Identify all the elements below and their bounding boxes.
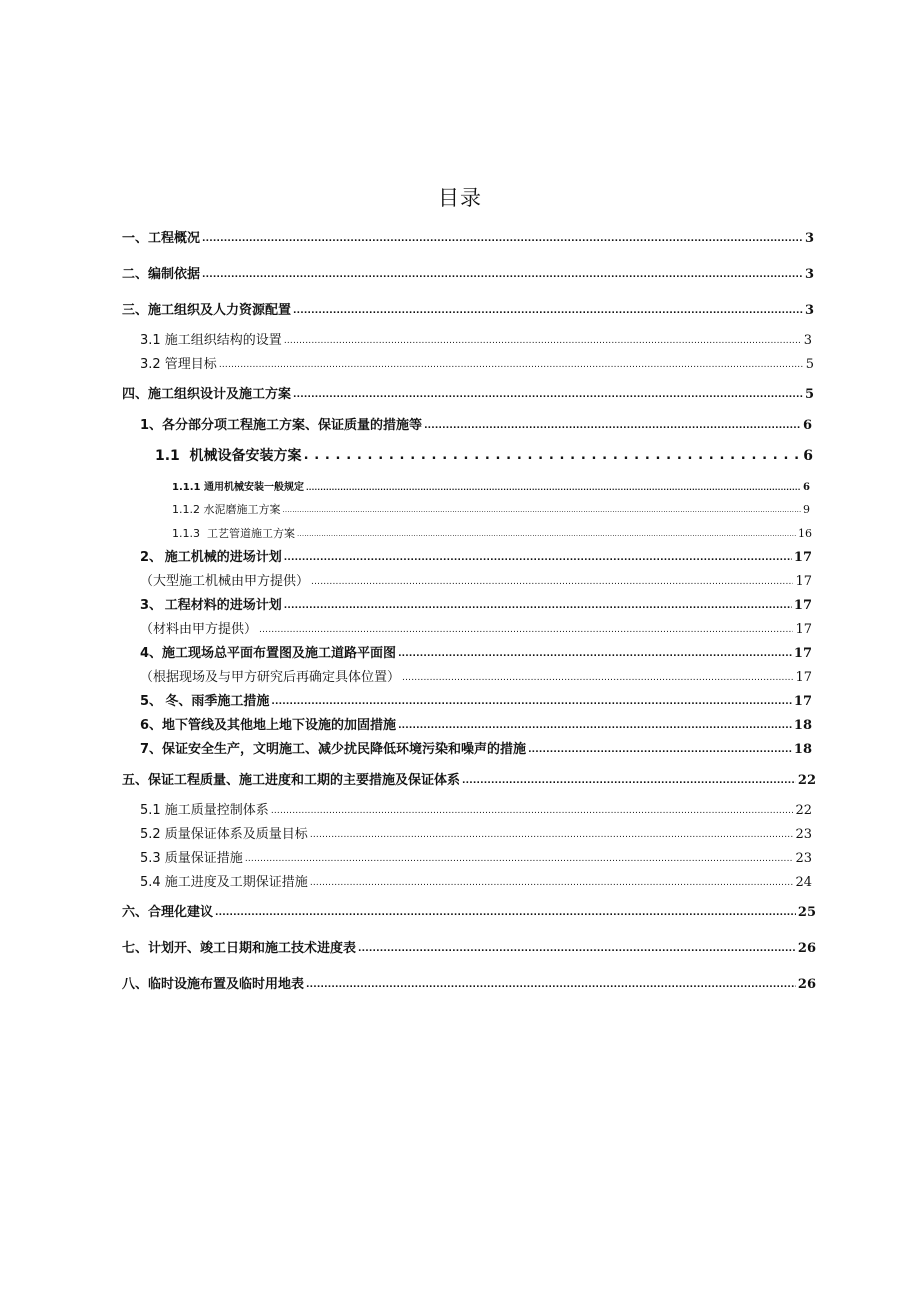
toc-entry-label: 3.1 施工组织结构的设置 (140, 333, 282, 348)
toc-entry-label: 三、施工组织及人力资源配置 (122, 303, 292, 318)
toc-entry[interactable] (122, 387, 814, 403)
toc-entry[interactable] (122, 231, 814, 247)
toc-entry-page: 25 (797, 905, 816, 920)
toc-entry[interactable] (140, 670, 812, 686)
dot-leader (202, 269, 803, 281)
toc-entry-label: 五、保证工程质量、施工进度和工期的主要措施及保证体系 (122, 773, 461, 788)
toc-entry-label: 一、工程概况 (122, 231, 201, 246)
toc-entry-page: 23 (795, 851, 812, 866)
toc-entry-page: 6 (802, 418, 812, 433)
toc-entry[interactable] (122, 977, 816, 993)
dot-leader (310, 877, 794, 889)
toc-entry-page: 22 (795, 803, 812, 818)
dot-leader (297, 528, 796, 540)
toc-entry-page: 17 (793, 550, 812, 565)
dot-leader (284, 600, 792, 612)
page-title: 目录 (438, 186, 482, 210)
toc-entry[interactable] (172, 502, 810, 518)
toc-entry[interactable] (172, 480, 810, 496)
toc-entry-label: 5.3 质量保证措施 (140, 851, 243, 866)
toc-entry-label: 六、合理化建议 (122, 905, 214, 920)
toc-entry-number: 6、 (140, 718, 163, 733)
toc-entry-page: 17 (795, 574, 812, 589)
dot-leader (271, 805, 794, 817)
toc-entry-page: 17 (793, 694, 812, 709)
dot-leader (219, 359, 804, 371)
toc-entry-label: （材料由甲方提供） (140, 622, 258, 637)
dot-leader (293, 305, 803, 317)
toc-entry-label: 施工现场总平面布置图及施工道路平面图 (162, 646, 397, 661)
toc-entry[interactable] (140, 718, 812, 734)
dot-leader (311, 576, 793, 588)
toc-entry-page: 23 (795, 827, 812, 842)
dot-leader (215, 907, 796, 919)
toc-entry[interactable] (140, 333, 812, 349)
toc-entry-page: 22 (797, 773, 816, 788)
dot-leader (245, 853, 794, 865)
dot-leader (310, 829, 794, 841)
dot-leader (271, 696, 792, 708)
toc-entry[interactable] (140, 875, 812, 891)
dot-leader (259, 624, 793, 636)
toc-entry-label: 施工机械的进场计划 (164, 550, 282, 565)
toc-entry[interactable] (140, 646, 812, 662)
dot-leader (202, 233, 803, 245)
toc-entry-page: 5 (804, 387, 814, 402)
toc-entry-number: 4、 (140, 646, 163, 661)
toc-entry[interactable] (122, 905, 816, 921)
toc-entry-label: 地下管线及其他地上地下设施的加固措施 (162, 718, 397, 733)
dot-leader (462, 775, 796, 787)
dot-leader (424, 420, 801, 432)
dot-leader (528, 744, 792, 756)
toc-entry-page: 26 (797, 941, 816, 956)
toc-entry-page: 5 (805, 357, 814, 372)
dot-leader (304, 450, 802, 462)
toc-entry-page: 24 (795, 875, 812, 890)
toc-entry-number: 3、 (140, 598, 163, 613)
toc-entry-label: 保证安全生产，文明施工、减少扰民降低环境污染和噪声的措施 (162, 742, 527, 757)
toc-entry-page: 26 (797, 977, 816, 992)
dot-leader (398, 648, 792, 660)
toc-entry-page: 3 (803, 333, 812, 348)
toc-entry-page: 17 (795, 670, 812, 685)
toc-entry[interactable] (140, 418, 812, 434)
toc-entry-label: （大型施工机械由甲方提供） (140, 574, 310, 589)
dot-leader (293, 389, 803, 401)
dot-leader (306, 482, 801, 494)
toc-entry[interactable] (140, 742, 812, 758)
toc-entry-page: 17 (793, 646, 812, 661)
toc-entry-page: 3 (804, 303, 814, 318)
toc-entry[interactable] (155, 448, 813, 464)
toc-entry-page: 17 (793, 598, 812, 613)
toc-entry-label: 5.1 施工质量控制体系 (140, 803, 269, 818)
toc-entry[interactable] (140, 694, 812, 710)
toc-entry-number: 5、 (140, 694, 163, 709)
toc-entry-number: 2、 (140, 550, 163, 565)
toc-entry-page: 16 (798, 527, 812, 540)
toc-entry-label: 四、施工组织设计及施工方案 (122, 387, 292, 402)
toc-entry-number: 1、 (140, 418, 163, 433)
toc-entry-label: 1.1.2 水泥磨施工方案 (172, 503, 281, 516)
toc-entry[interactable] (140, 550, 812, 566)
toc-entry-label: （根据现场及与甲方研究后再确定具体位置） (140, 670, 401, 685)
toc-entry[interactable] (140, 851, 812, 867)
toc-entry-page: 6 (803, 482, 810, 493)
toc-entry-label: 3.2 管理目标 (140, 357, 217, 372)
toc-entry-label: 5.2 质量保证体系及质量目标 (140, 827, 308, 842)
dot-leader (306, 979, 796, 991)
toc-entry-label: 1.1.3 工艺管道施工方案 (172, 527, 295, 540)
toc-entry[interactable] (140, 622, 812, 638)
toc-entry-number: 7、 (140, 742, 163, 757)
toc-entry[interactable] (122, 773, 816, 789)
toc-entry-label: 1.1 机械设备安装方案 (155, 448, 302, 464)
dot-leader (283, 504, 802, 516)
toc-entry-label: 5.4 施工进度及工期保证措施 (140, 875, 308, 890)
toc-entry[interactable] (122, 267, 814, 283)
toc-entry-label: 1.1.1 通用机械安装一般规定 (172, 482, 304, 493)
toc-entry-page: 18 (793, 742, 812, 757)
toc-entry-page: 3 (804, 231, 814, 246)
toc-entry-label: 七、计划开、竣工日期和施工技术进度表 (122, 941, 357, 956)
toc-entry[interactable] (122, 303, 814, 319)
toc-entry[interactable] (140, 803, 812, 819)
toc-entry[interactable] (140, 357, 814, 373)
dot-leader (284, 552, 792, 564)
toc-entry-page: 9 (803, 503, 810, 516)
toc-entry[interactable] (140, 827, 812, 843)
toc-entry-label: 二、编制依据 (122, 267, 201, 282)
toc-entry[interactable] (122, 941, 816, 957)
toc-entry-page: 17 (795, 622, 812, 637)
toc-entry-label: 八、临时设施布置及临时用地表 (122, 977, 305, 992)
dot-leader (284, 335, 802, 347)
toc-entry[interactable] (140, 574, 812, 590)
toc-entry-label: 工程材料的进场计划 (164, 598, 282, 613)
dot-leader (402, 672, 793, 684)
toc-entry[interactable] (140, 598, 812, 614)
toc-entry[interactable] (172, 526, 812, 542)
toc-entry-page: 3 (804, 267, 814, 282)
toc-entry-label: 各分部分项工程施工方案、保证质量的措施等 (162, 418, 423, 433)
toc-entry-page: 6 (803, 448, 813, 464)
toc-entry-page: 18 (793, 718, 812, 733)
dot-leader (398, 720, 792, 732)
dot-leader (358, 943, 796, 955)
toc-entry-label: 冬、雨季施工措施 (165, 694, 270, 709)
